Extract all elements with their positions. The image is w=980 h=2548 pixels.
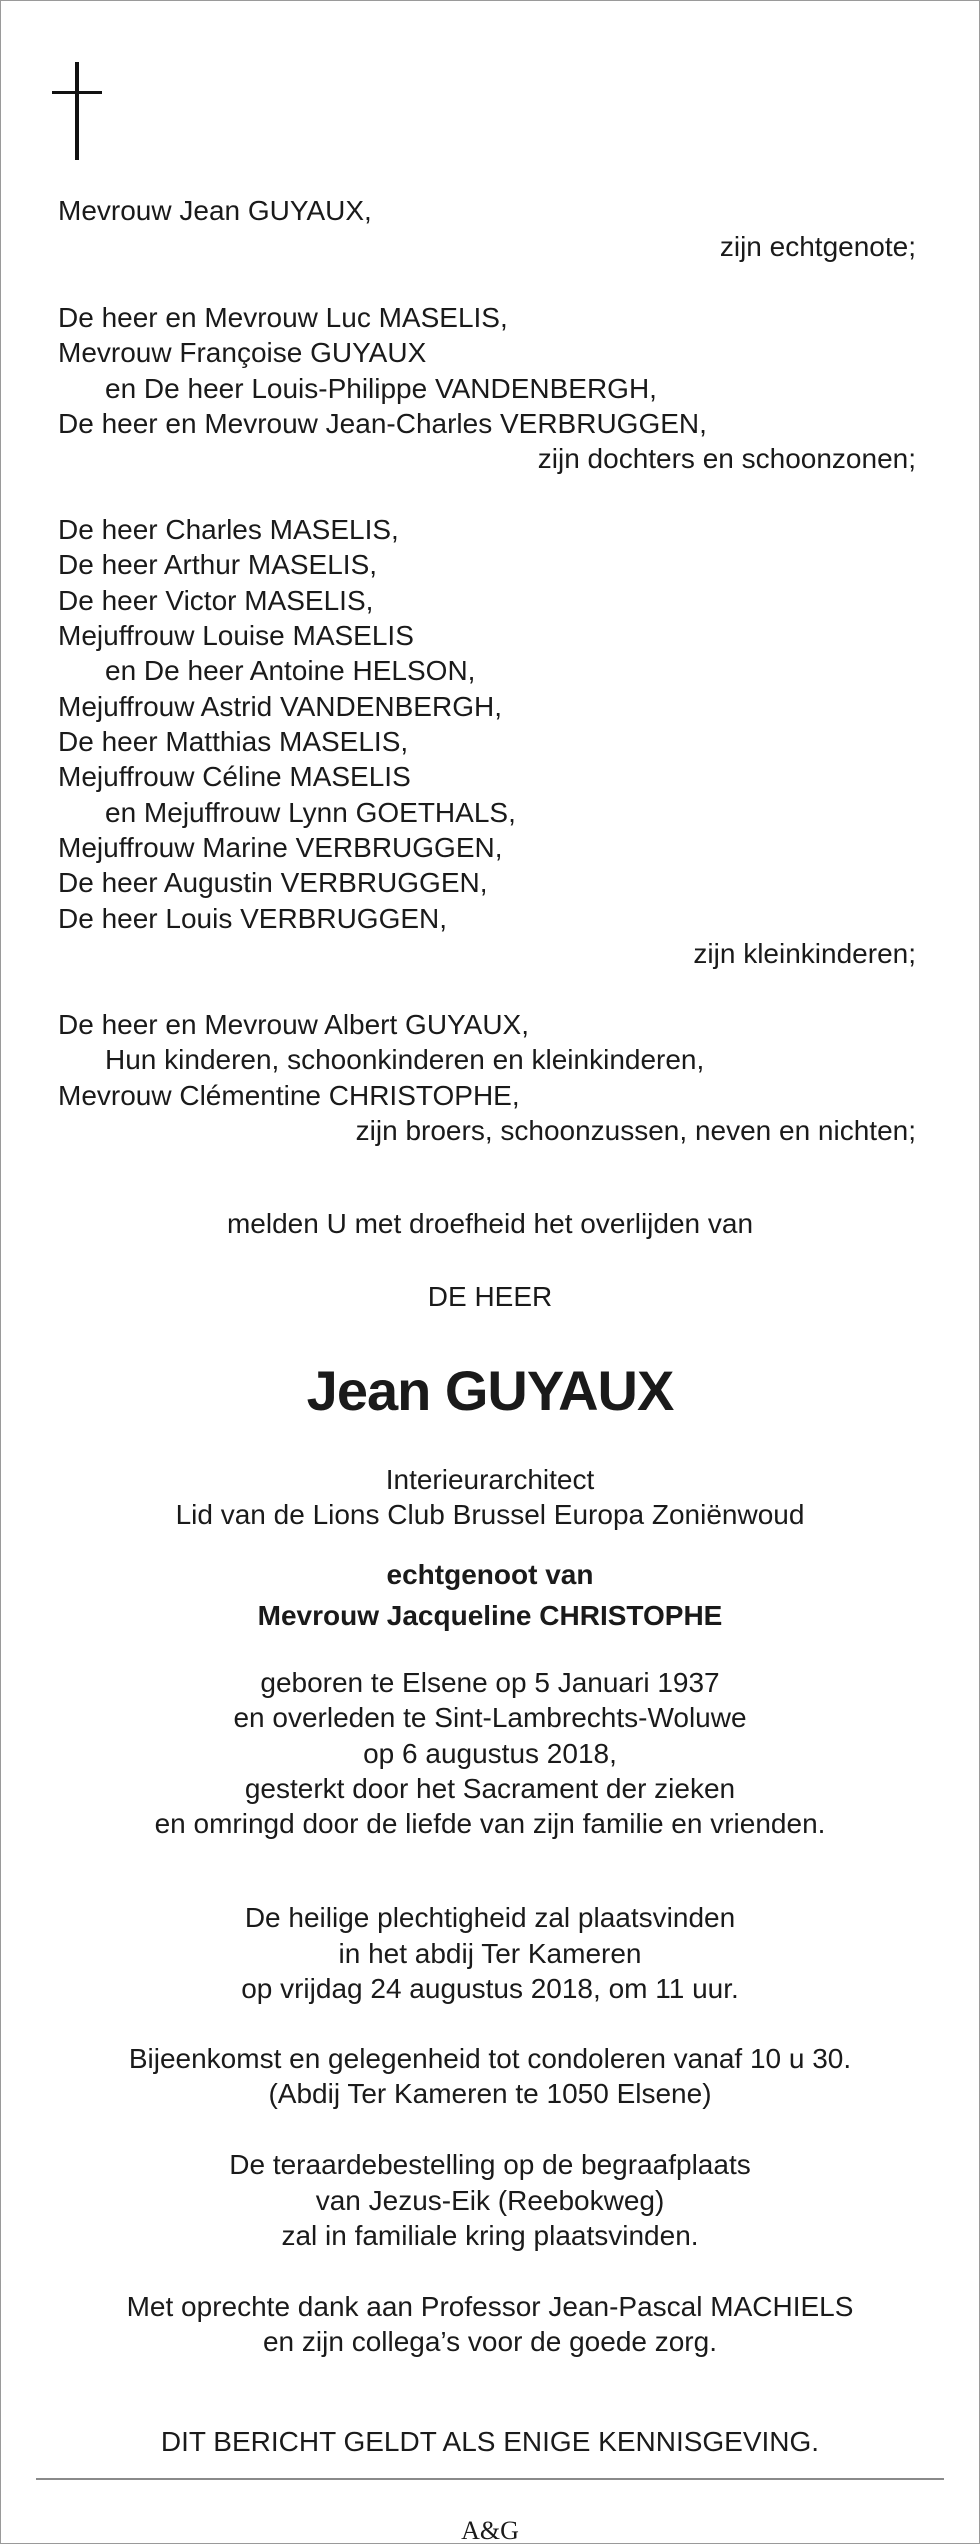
publisher-logo: A&G: [461, 2516, 519, 2545]
family-line: De heer Arthur MASELIS,: [58, 549, 378, 580]
family-line: De heer Matthias MASELIS,: [58, 726, 409, 757]
widow-name: Mevrouw Jean GUYAUX,: [58, 195, 372, 226]
family-line: Hun kinderen, schoonkinderen en kleinkinderen,: [105, 1044, 705, 1075]
family-line: De heer en Mevrouw Luc MASELIS,: [58, 302, 508, 333]
condolence-line: Bijeenkomst en gelegenheid tot condoleren vanaf 10 u 30.: [128, 2043, 852, 2074]
family-line: Mejuffrouw Marine VERBRUGGEN,: [58, 832, 503, 863]
family-line: De heer Louis VERBRUGGEN,: [58, 903, 448, 934]
life-line: gesterkt door het Sacrament der zieken: [244, 1773, 736, 1804]
family-line: Mevrouw Clémentine CHRISTOPHE,: [58, 1080, 520, 1111]
burial-line: zal in familiale kring plaatsvinden.: [281, 2220, 699, 2251]
ceremony-line: in het abdij Ter Kameren: [338, 1938, 642, 1969]
cross-icon: [52, 62, 102, 160]
family-line: De heer Charles MASELIS,: [58, 514, 399, 545]
widow-role: zijn echtgenote;: [719, 231, 916, 262]
children-role: zijn dochters en schoonzonen;: [537, 443, 916, 474]
announcement-intro: melden U met droefheid het overlijden van: [226, 1208, 754, 1239]
footer-divider: [36, 2478, 944, 2480]
family-line: De heer en Mevrouw Jean-Charles VERBRUGGEN,: [58, 408, 707, 439]
family-line: en Mejuffrouw Lynn GOETHALS,: [105, 797, 516, 828]
life-line: en omringd door de liefde van zijn familie en vrienden.: [154, 1808, 826, 1839]
family-line: Mevrouw Françoise GUYAUX: [58, 337, 427, 368]
ceremony-line: op vrijdag 24 augustus 2018, om 11 uur.: [241, 1973, 739, 2004]
condolence-line: (Abdij Ter Kameren te 1050 Elsene): [268, 2078, 712, 2109]
burial-line: De teraardebestelling op de begraafplaats: [229, 2149, 751, 2180]
burial-line: van Jezus-Eik (Reebokweg): [315, 2185, 665, 2216]
family-line: De heer Augustin VERBRUGGEN,: [58, 867, 488, 898]
honorific: DE HEER: [427, 1281, 553, 1312]
membership: Lid van de Lions Club Brussel Europa Zoniënwoud: [175, 1499, 805, 1530]
life-line: op 6 augustus 2018,: [363, 1738, 617, 1769]
deceased-name: Jean GUYAUX: [306, 1359, 674, 1422]
grandchildren-role: zijn kleinkinderen;: [693, 938, 916, 969]
occupation: Interieurarchitect: [385, 1464, 595, 1495]
life-line: geboren te Elsene op 5 Januari 1937: [260, 1667, 720, 1698]
spouse-intro: echtgenoot van: [386, 1559, 594, 1590]
family-line: en De heer Antoine HELSON,: [105, 655, 476, 686]
family-line: Mejuffrouw Louise MASELIS: [58, 620, 414, 651]
ceremony-line: De heilige plechtigheid zal plaatsvinden: [244, 1902, 736, 1933]
family-line: De heer Victor MASELIS,: [58, 585, 374, 616]
family-line: Mejuffrouw Céline MASELIS: [58, 761, 411, 792]
family-line: Mejuffrouw Astrid VANDENBERGH,: [58, 691, 502, 722]
family-line: en De heer Louis-Philippe VANDENBERGH,: [105, 373, 657, 404]
family-line: De heer en Mevrouw Albert GUYAUX,: [58, 1009, 530, 1040]
life-line: en overleden te Sint-Lambrechts-Woluwe: [233, 1702, 747, 1733]
notice-line: DIT BERICHT GELDT ALS ENIGE KENNISGEVING.: [160, 2426, 820, 2457]
thanks-line: en zijn collega’s voor de goede zorg.: [262, 2326, 717, 2357]
thanks-line: Met oprechte dank aan Professor Jean-Pascal MACHIELS: [126, 2291, 854, 2322]
spouse-name: Mevrouw Jacqueline CHRISTOPHE: [257, 1600, 723, 1631]
siblings-role: zijn broers, schoonzussen, neven en nichten;: [355, 1115, 916, 1146]
